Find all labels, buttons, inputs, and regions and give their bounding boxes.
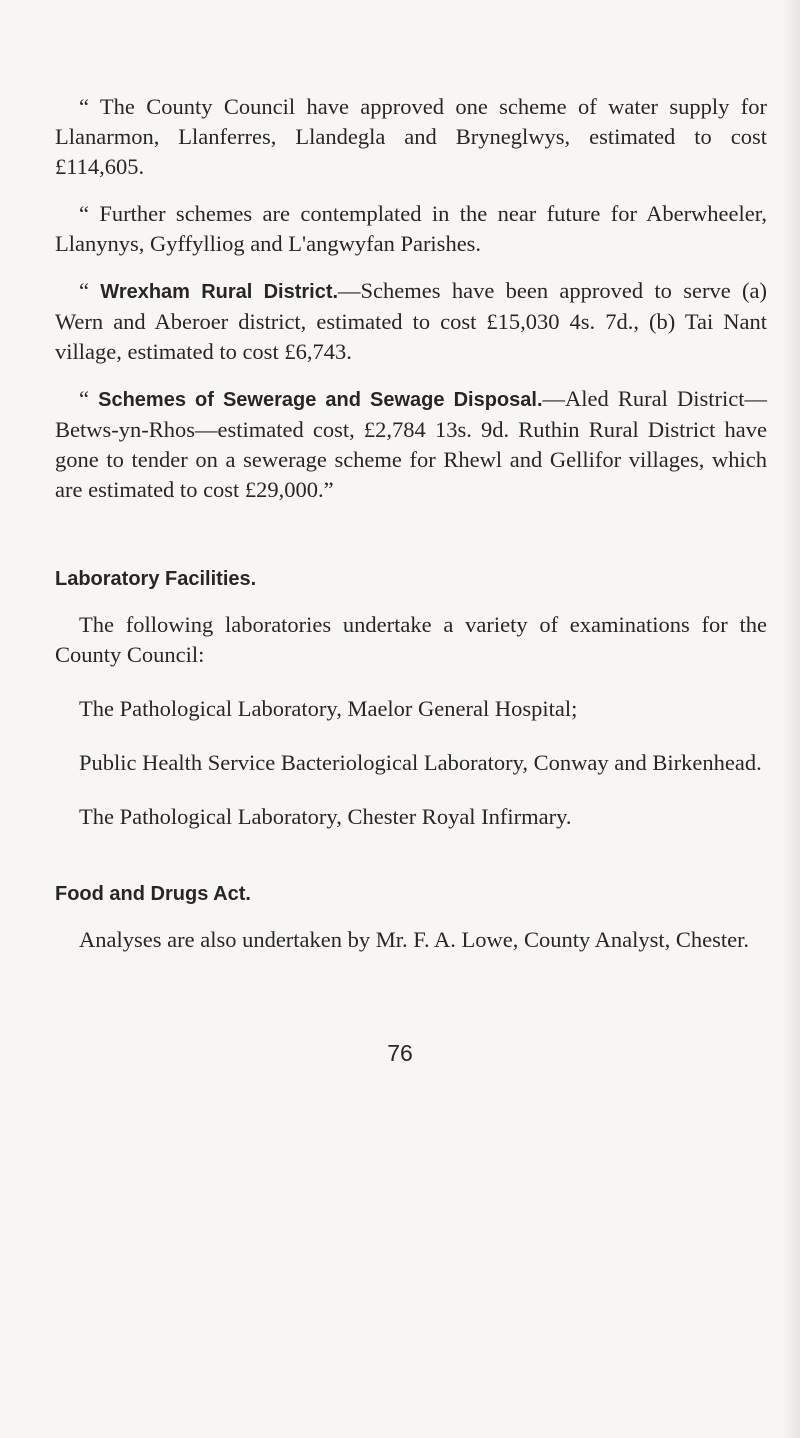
paragraph-laboratories-intro: The following laboratories undertake a variety of examinations for the County Council: (55, 612, 767, 667)
run-in-heading-wrexham: Wrexham Rural District. (100, 281, 339, 303)
page-content (55, 92, 767, 955)
page-edge-shadow (782, 0, 800, 1438)
paragraph-water-supply-approved: “ The County Council have approved one scheme of water supply for Llanarmon, Llanferres, Llandegla and Bryneglwys, estimated to cost £114,605. (55, 94, 767, 179)
lab-item-public-health: Public Health Service Bacteriological Laboratory, Conway and Birkenhead. (79, 750, 762, 775)
lab-item-chester: The Pathological Laboratory, Chester Royal Infirmary. (79, 804, 572, 829)
lab-item-maelor: The Pathological Laboratory, Maelor General Hospital; (79, 696, 578, 721)
run-in-heading-sewerage: Schemes of Sewerage and Sewage Disposal. (98, 389, 543, 411)
sewerage-body-text: —Aled Rural District—Betws-yn-Rhos—estimated cost, £2,784 13s. 9d. Ruthin Rural District have gone to tender on a sewerage scheme for Rhewl and Gellifor villages, which are estimated to cost £29,000.” (55, 386, 767, 502)
section-heading-laboratory: Laboratory Facilities. (55, 568, 257, 590)
section-heading-food-drugs: Food and Drugs Act. (55, 883, 251, 905)
paragraph-sewerage-schemes: “ Schemes of Sewerage and Sewage Disposal.—Aled Rural District—Betws-yn-Rhos—estimated cost, £2,784 13s. 9d. Ruthin Rural District have gone to tender on a sewerage scheme for Rhewl and Gellifor villages, which are estimated to cost £29,000.” (55, 386, 767, 502)
paragraph-analyses: Analyses are also undertaken by Mr. F. A. Lowe, County Analyst, Chester. (79, 927, 749, 952)
page-number: 76 (387, 1040, 413, 1066)
wrexham-body-text: —Schemes have been approved to serve (a) Wern and Aberoer district, estimated to cost £15,030 4s. 7d., (b) Tai Nant village, estimated to cost £6,743. (55, 278, 767, 364)
paragraph-wrexham-rural: “ Wrexham Rural District.—Schemes have been approved to serve (a) Wern and Aberoer district, estimated to cost £15,030 4s. 7d., (b) Tai Nant village, estimated to cost £6,743. (55, 278, 767, 364)
paragraph-further-schemes: “ Further schemes are contemplated in the near future for Aberwheeler, Llanynys, Gyffylliog and L'angwyfan Parishes. (55, 201, 767, 256)
